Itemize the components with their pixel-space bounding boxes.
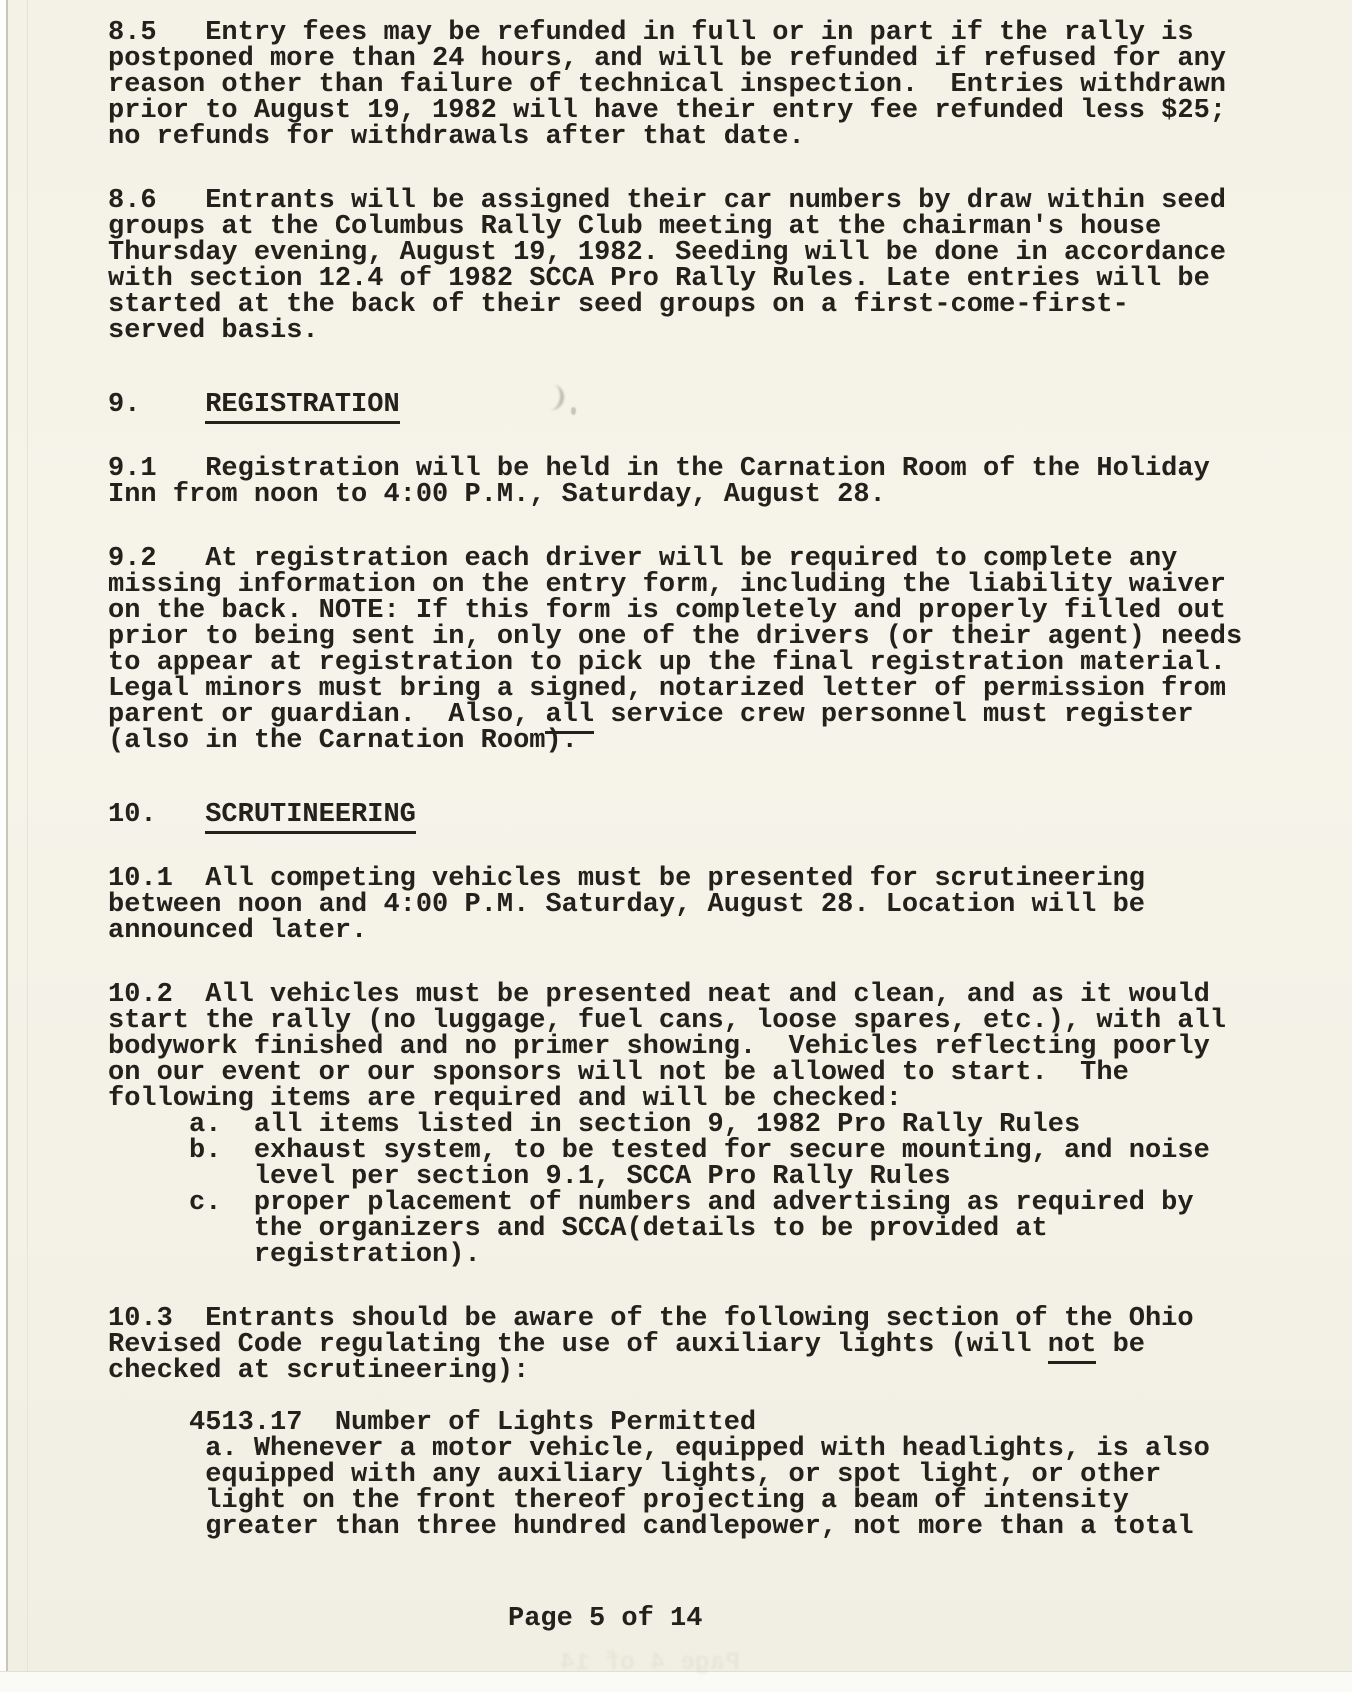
text-line: greater than three hundred candlepower, not more than a total (108, 1512, 1194, 1542)
text-line: 10.1 All competing vehicles must be presented for scrutineering (108, 864, 1145, 894)
text-line: 8.6 Entrants will be assigned their car numbers by draw within seed (108, 186, 1226, 216)
para-4513-17 (108, 1410, 1298, 1540)
para-9-2 (108, 546, 1298, 754)
text-line: announced later. (108, 916, 368, 946)
para-8-6 (108, 188, 1298, 344)
para-9-1 (108, 456, 1298, 508)
text-line: Legal minors must bring a signed, notarized letter of permission from (108, 674, 1226, 704)
text-line: c. proper placement of numbers and advertising as required by (108, 1188, 1194, 1218)
text-line: with section 12.4 of 1982 SCCA Pro Rally Rules. Late entries will be (108, 264, 1210, 294)
text-line: 10. SCRUTINEERING (108, 802, 1298, 828)
heading-10-scrutineering (108, 802, 1298, 828)
text-line: checked at scrutineering): (108, 1356, 530, 1386)
text-line: 4513.17 Number of Lights Permitted (108, 1408, 757, 1438)
text-line: (also in the Carnation Room). (108, 726, 578, 756)
text-line: to appear at registration to pick up the final registration material. (108, 648, 1226, 678)
text-line: 9.2 At registration each driver will be required to complete any (108, 544, 1178, 574)
text-line: following items are required and will be checked: (108, 1084, 902, 1114)
text-line: b. exhaust system, to be tested for secure mounting, and noise (108, 1136, 1210, 1166)
text-line: level per section 9.1, SCCA Pro Rally Rules (108, 1162, 951, 1192)
text-line: prior to being sent in, only one of the drivers (or their agent) needs (108, 622, 1243, 652)
text-line: 9. REGISTRATION (108, 392, 1298, 418)
text-line: missing information on the entry form, including the liability waiver (108, 570, 1226, 600)
text-line: on the back. NOTE: If this form is completely and properly filled out (108, 596, 1226, 626)
text-line: Revised Code regulating the use of auxiliary lights (will not be (108, 1332, 1298, 1358)
text-line: on our event or our sponsors will not be allowed to start. The (108, 1058, 1129, 1088)
text-line: parent or guardian. Also, all service crew personnel must register (108, 702, 1298, 728)
text-line: served basis. (108, 316, 319, 346)
text-line: 8.5 Entry fees may be refunded in full or in part if the rally is (108, 18, 1194, 48)
text-line: Inn from noon to 4:00 P.M., Saturday, August 28. (108, 480, 886, 510)
text-line: registration). (108, 1240, 481, 1270)
text-line: 10.2 All vehicles must be presented neat and clean, and as it would (108, 980, 1210, 1010)
text-line: started at the back of their seed groups on a first-come-first- (108, 290, 1129, 320)
text-line: light on the front thereof projecting a beam of intensity (108, 1486, 1129, 1516)
text-line: postponed more than 24 hours, and will be refunded if refused for any (108, 44, 1226, 74)
text-line: 9.1 Registration will be held in the Carnation Room of the Holiday (108, 454, 1210, 484)
bleed-through-text: Page 4 of 14 (560, 1648, 741, 1677)
para-10-2 (108, 982, 1298, 1268)
text-line: no refunds for withdrawals after that date. (108, 122, 805, 152)
text-line: groups at the Columbus Rally Club meeting at the chairman's house (108, 212, 1162, 242)
text-line: bodywork finished and no primer showing. Vehicles reflecting poorly (108, 1032, 1210, 1062)
document-text (108, 20, 1298, 1540)
heading-9-registration (108, 392, 1298, 418)
para-10-3 (108, 1306, 1298, 1384)
scanner-edge-shade (8, 0, 27, 1672)
text-line: prior to August 19, 1982 will have their entry fee refunded less $25; (108, 96, 1226, 126)
text-line: a. Whenever a motor vehicle, equipped with headlights, is also (108, 1434, 1210, 1464)
text-line: equipped with any auxiliary lights, or spot light, or other (108, 1460, 1162, 1490)
text-line: reason other than failure of technical inspection. Entries withdrawn (108, 70, 1226, 100)
text-line: a. all items listed in section 9, 1982 Pro Rally Rules (108, 1110, 1081, 1140)
para-8-5 (108, 20, 1298, 150)
text-line: between noon and 4:00 P.M. Saturday, August 28. Location will be (108, 890, 1145, 920)
para-10-1 (108, 866, 1298, 944)
text-line: start the rally (no luggage, fuel cans, loose spares, etc.), with all (108, 1006, 1226, 1036)
text-line: Thursday evening, August 19, 1982. Seeding will be done in accordance (108, 238, 1226, 268)
scanner-edge-line (6, 0, 8, 1672)
page-number-footer: Page 5 of 14 (508, 1604, 703, 1634)
text-line: the organizers and SCCA(details to be provided at (108, 1214, 1048, 1244)
text-line: 10.3 Entrants should be aware of the following section of the Ohio (108, 1304, 1194, 1334)
scanner-edge-line-faint (27, 0, 28, 1672)
